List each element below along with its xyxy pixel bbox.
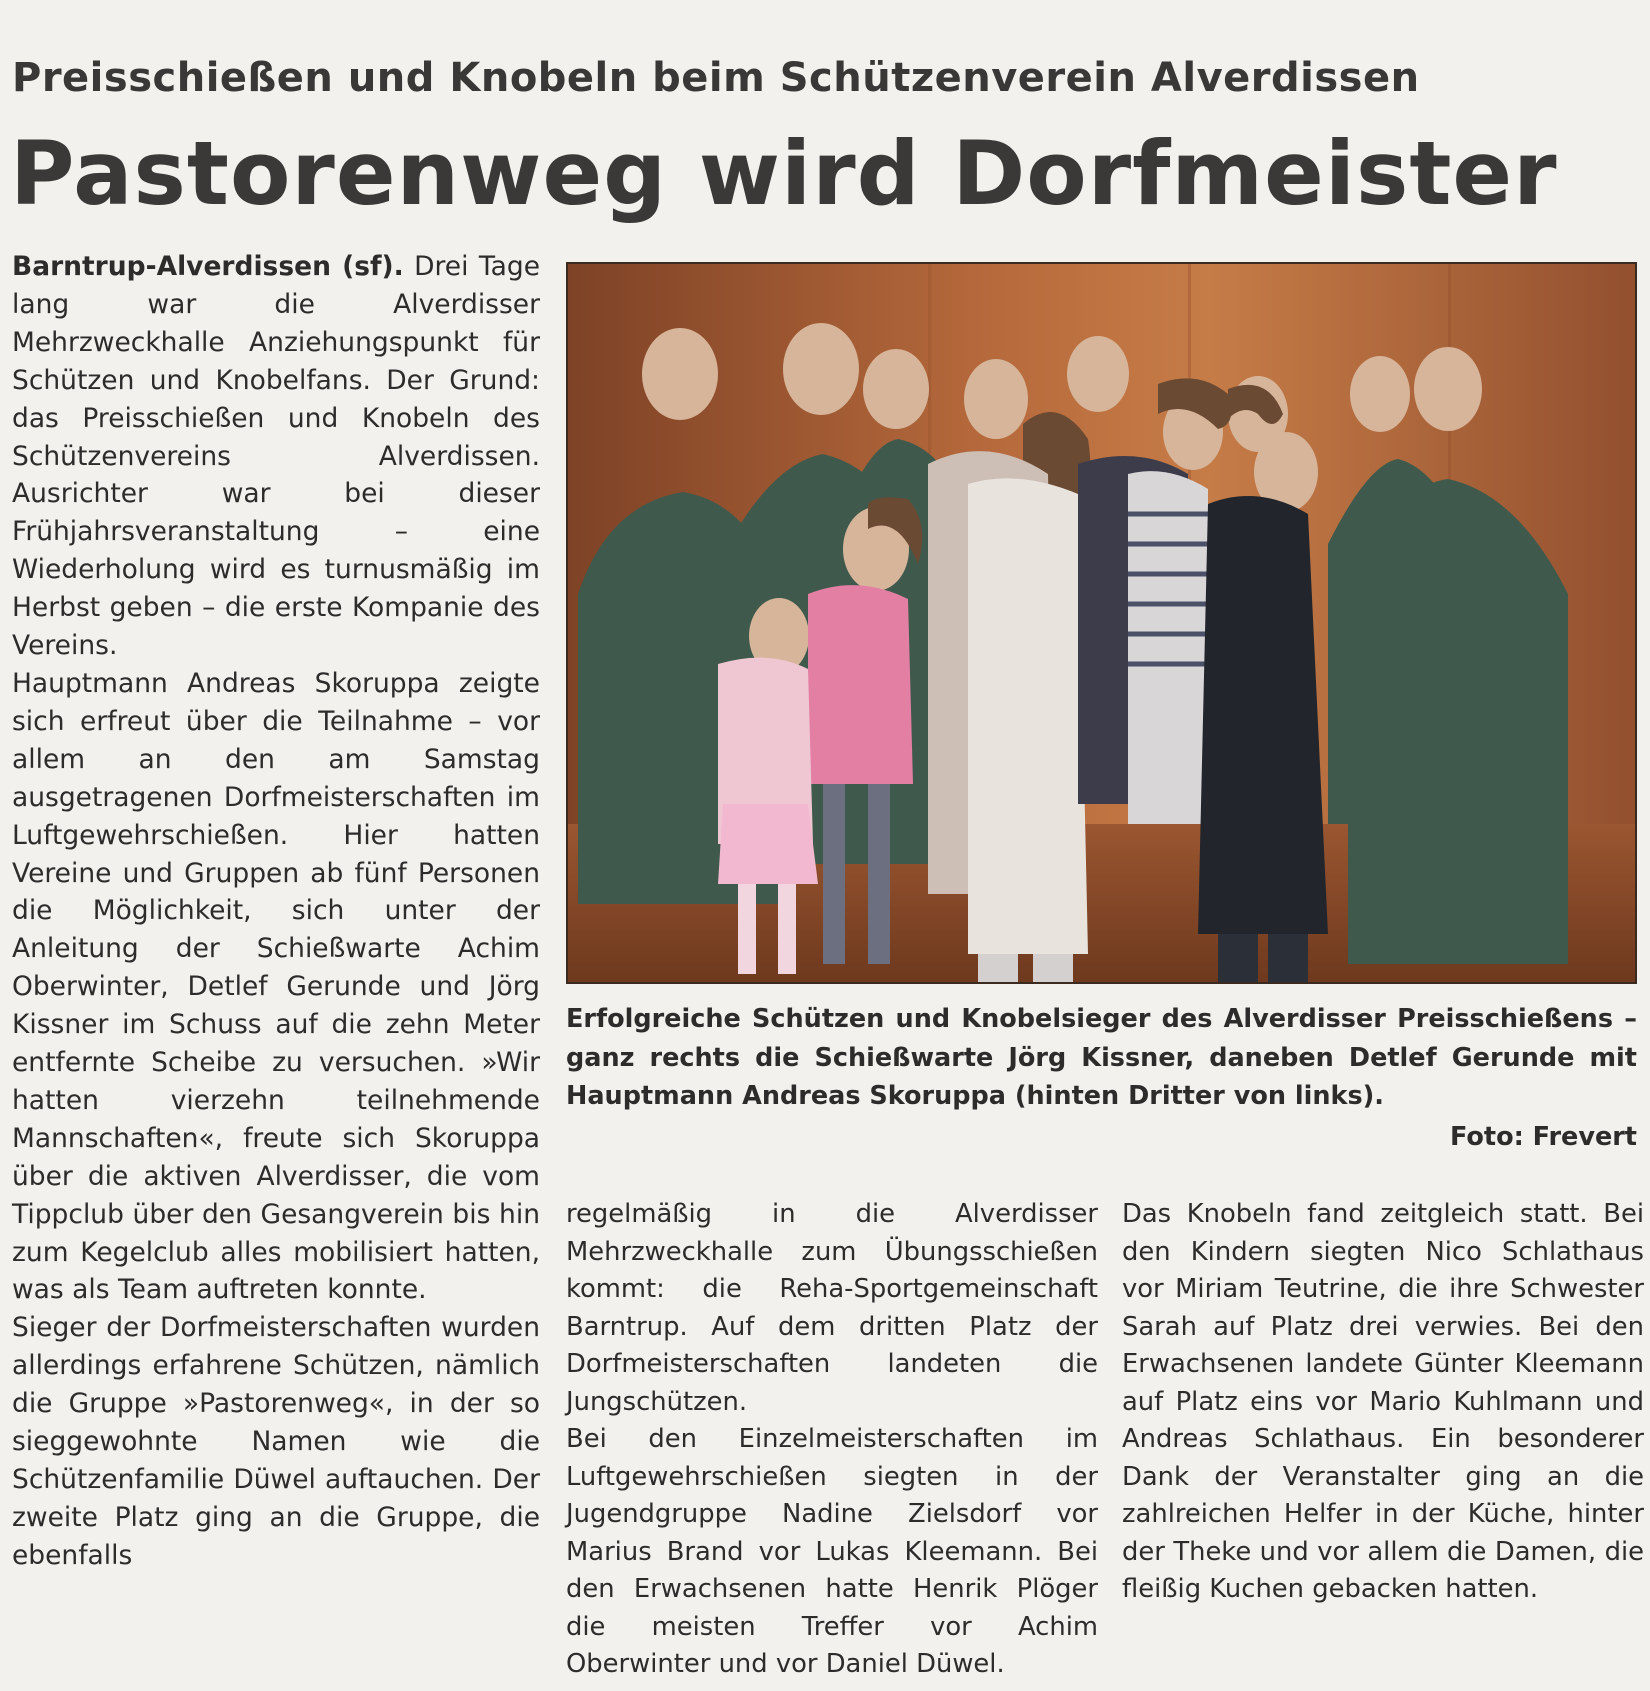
group-photo-illustration: [568, 264, 1635, 982]
paragraph-3: Sieger der Dorfmeisterschaften wurden allerdings erfahrene Schützen, nämlich die Gruppe »Pastorenweg«, in der so sieggewohnte Namen wie die Schützenfamilie Düwel auftauchen. Der zweite Platz ging an die Gruppe, die ebenfalls: [12, 1312, 540, 1571]
paragraph-2: Hauptmann Andreas Skoruppa zeigte sich erfreut über die Teilnahme – vor allem an den am Samstag ausgetragenen Dorfmeisterschaften im Luftgewehrschießen. Hier hatten Vereine und Gruppen ab fünf Personen die Möglichkeit, sich unter der Anleitung der Schießwarte Achim Oberwinter, Detlef Gerunde und Jörg Kissner im Schuss auf die zehn Meter entfernte Scheibe zu versuchen. »Wir hatten vierzehn teilnehmende Mannschaften«, freute sich Skoruppa über die aktiven Alverdisser, die vom Tippclub über den Gesangverein bis hin zum Kegelclub alles mobilisiert hatten, was als Team auftreten konnte.: [12, 667, 540, 1306]
article-kicker: Preisschießen und Knobeln beim Schützenverein Alverdissen: [12, 55, 1420, 101]
paragraph-1-text: Drei Tage lang war die Alverdisser Mehrzweckhalle Anziehungspunkt für Schützen und Knobelfans. Der Grund: das Preisschießen und Knobeln des Schützenvereins Alverdissen. Ausrichter war bei dieser Frühjahrsveranstaltung – eine Wiederholung wird es turnusmäßig im Herbst geben – die erste Kompanie des Vereins.: [12, 251, 540, 662]
paragraph-6: Das Knobeln fand zeitgleich statt. Bei den Kindern siegten Nico Schlathaus vor Miriam Teutrine, die ihre Schwester Sarah auf Platz drei verwies. Bei den Erwachsenen landete Günter Kleemann auf Platz eins vor Mario Kuhlmann und Andreas Schlathaus. Ein besonderer Dank der Veranstalter ging an die zahlreichen Helfer in der Küche, hinter der Theke und vor allem die Damen, die fleißig Kuchen gebacken hatten.: [1122, 1199, 1644, 1604]
paragraph-5: Bei den Einzelmeisterschaften im Luftgewehrschießen siegten in der Jugendgruppe Nadine Zielsdorf vor Marius Brand vor Lukas Kleemann. Bei den Erwachsenen hatte Henrik Plöger die meisten Treffer vor Achim Oberwinter und vor Daniel Düwel.: [566, 1424, 1098, 1679]
group-photo: [566, 262, 1637, 984]
article-column-right: [1122, 1196, 1644, 1609]
paragraph-4: regelmäßig in die Alverdisser Mehrzweckhalle zum Übungsschießen kommt: die Reha-Sportgemeinschaft Barntrup. Auf dem dritten Platz der Dorfmeisterschaften landeten die Jungschützen.: [566, 1199, 1098, 1417]
dateline: Barntrup-Alverdissen (sf).: [12, 251, 404, 282]
paragraph-1: [12, 248, 540, 665]
photo-credit: Foto: Frevert: [1449, 1122, 1637, 1152]
article-column-left: [12, 248, 540, 1575]
article-headline: Pastorenweg wird Dorfmeister: [10, 122, 1558, 225]
photo-caption: Erfolgreiche Schützen und Knobelsieger des Alverdisser Preisschießens – ganz rechts die Schießwarte Jörg Kissner, daneben Detlef Gerunde mit Hauptmann Andreas Skoruppa (hinten Dritter von links).: [566, 1004, 1637, 1111]
article-column-middle: [566, 1196, 1098, 1684]
